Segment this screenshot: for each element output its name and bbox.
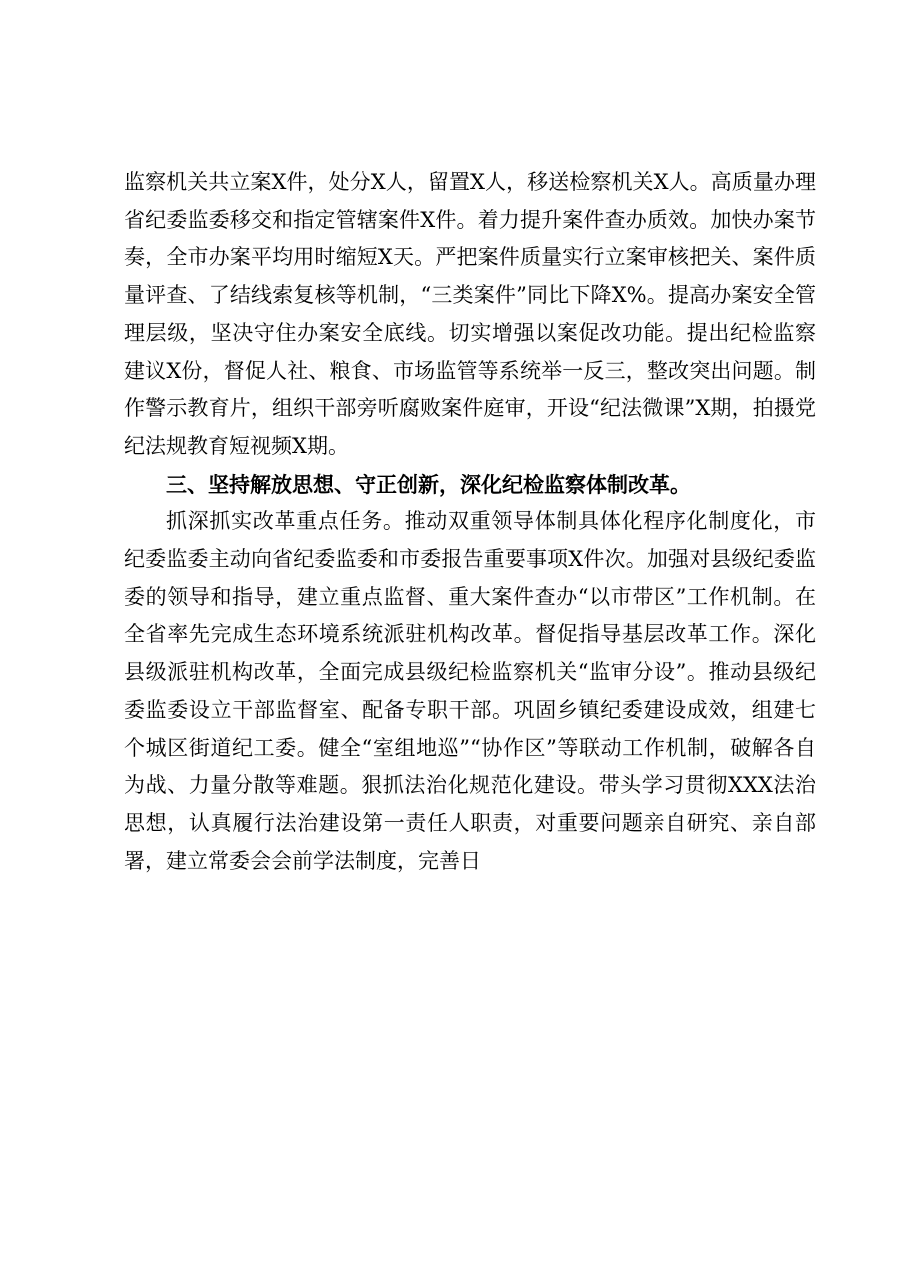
body-paragraph-continued: 监察机关共立案X件，处分X人，留置X人，移送检察机关X人。高质量办理省纪委监委移交和指定管辖案件X件。着力提升案件查办质效。加快办案节奏，全市办案平均用时缩短X天。严把案件质量实行立案审核把关、案件质量评查、了结线索复核等机制，“三类案件”同比下降X%。提高办案安全管理层级，坚决守住办案安全底线。切实增强以案促改功能。提出纪检监察建议X份，督促人社、粮食、市场监管等系统举一反三，整改突出问题。制作警示教育片，组织干部旁听腐败案件庭审，开设“纪法微课”X期，拍摄党纪法规教育短视频X期。	[124, 170, 816, 458]
section-heading-3: 三、坚持解放思想、守正创新，深化纪检监察体制改革。	[166, 471, 691, 497]
document-page	[124, 164, 816, 880]
body-paragraph-reform: 抓深抓实改革重点任务。推动双重领导体制具体化程序化制度化，市纪委监委主动向省纪委监委和市委报告重要事项X件次。加强对县级纪委监委的领导和指导，建立重点监督、重大案件查办“以市带区”工作机制。在全省率先完成生态环境系统派驻机构改革。督促指导基层改革工作。深化县级派驻机构改革，全面完成县级纪检监察机关“监审分设”。推动县级纪委监委设立干部监督室、配备专职干部。巩固乡镇纪委建设成效，组建七个城区街道纪工委。健全“室组地巡”“协作区”等联动工作机制，破解各自为战、力量分散等难题。狠抓法治化规范化建设。带头学习贯彻XXX法治思想，认真履行法治建设第一责任人职责，对重要问题亲自研究、亲自部署，建立常委会会前学法制度，完善日	[124, 509, 816, 873]
